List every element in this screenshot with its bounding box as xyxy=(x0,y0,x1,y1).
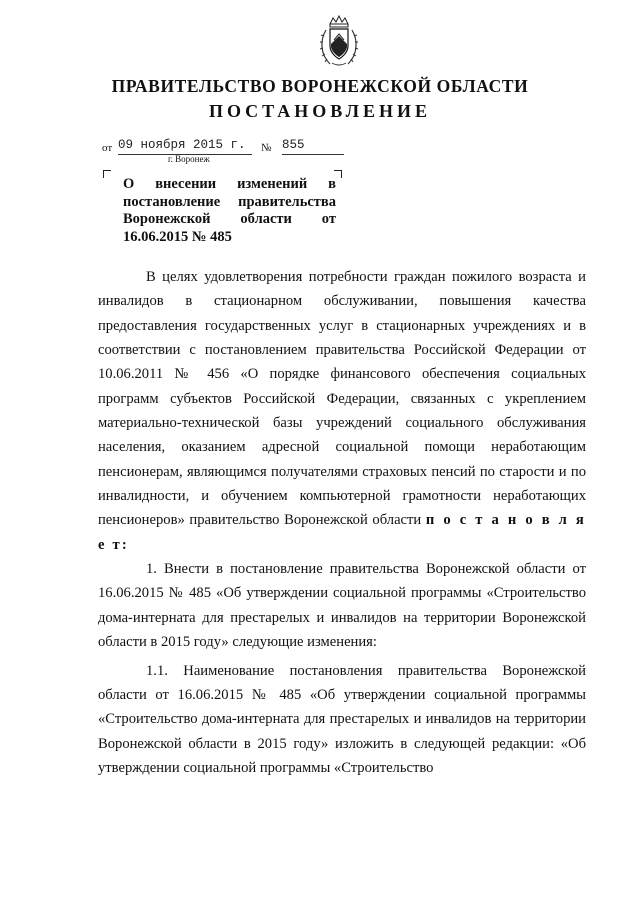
document-date: 09 ноября 2015 г. xyxy=(118,137,252,155)
city-label: г. Воронеж xyxy=(168,154,210,164)
number-prefix: № xyxy=(261,142,272,154)
decree-word: п о с т а н о в л я е т: xyxy=(98,512,586,553)
preamble-text: В целях удовлетворения потребности граждан пожилого возраста и инвалидов в стационарном обслуживании, повышения качества предоставления государственных услуг в стационарных учреждениях и в соответствии с постановлением правительства Российской Федерации от 10.06.2011 № 456 «О порядке финансового обеспечения социальных программ субъектов Российской Федерации, связанных с укреплением материально-технической базы учреждений социального обслуживания населения, оказанием адресной социальной помощи неработающим пенсионерам, являющимся получателями страховых пенсий по старости и по инвалидности, и обучением компьютерной грамотности неработающих пенсионеров» правительство Воронежской области xyxy=(98,269,586,529)
subject-bracket-left xyxy=(103,170,111,178)
document-body xyxy=(98,265,586,780)
document-type: ПОСТАНОВЛЕНИЕ xyxy=(208,101,432,121)
date-prefix: от xyxy=(102,142,113,154)
preamble-paragraph xyxy=(98,265,586,557)
government-title: ПРАВИТЕЛЬСТВО ВОРОНЕЖСКОЙ ОБЛАСТИ xyxy=(111,76,529,96)
document-subject: О внесении изменений в постановление правительства Воронежской области от 16.06.2015 № 485 xyxy=(123,176,336,245)
clause-1: 1. Внести в постановление правительства Воронежской области от 16.06.2015 № 485 «Об утверждении социальной программы «Строительство дома-интерната для престарелых и инвалидов на территории Воронежской области в 2015 году» следующие изменения: xyxy=(98,561,586,651)
document-number: 855 xyxy=(282,137,344,155)
clause-1-1: 1.1. Наименование постановления правительства Воронежской области от 16.06.2015 № 485 «Об утверждении социальной программы «Строительство дома-интерната для престарелых и инвалидов на территории Воронежской области в 2015 году» изложить в следующей редакции: «Об утверждении социальной программы «Строительство xyxy=(98,662,586,776)
voronezh-coat-of-arms-icon xyxy=(318,14,360,68)
